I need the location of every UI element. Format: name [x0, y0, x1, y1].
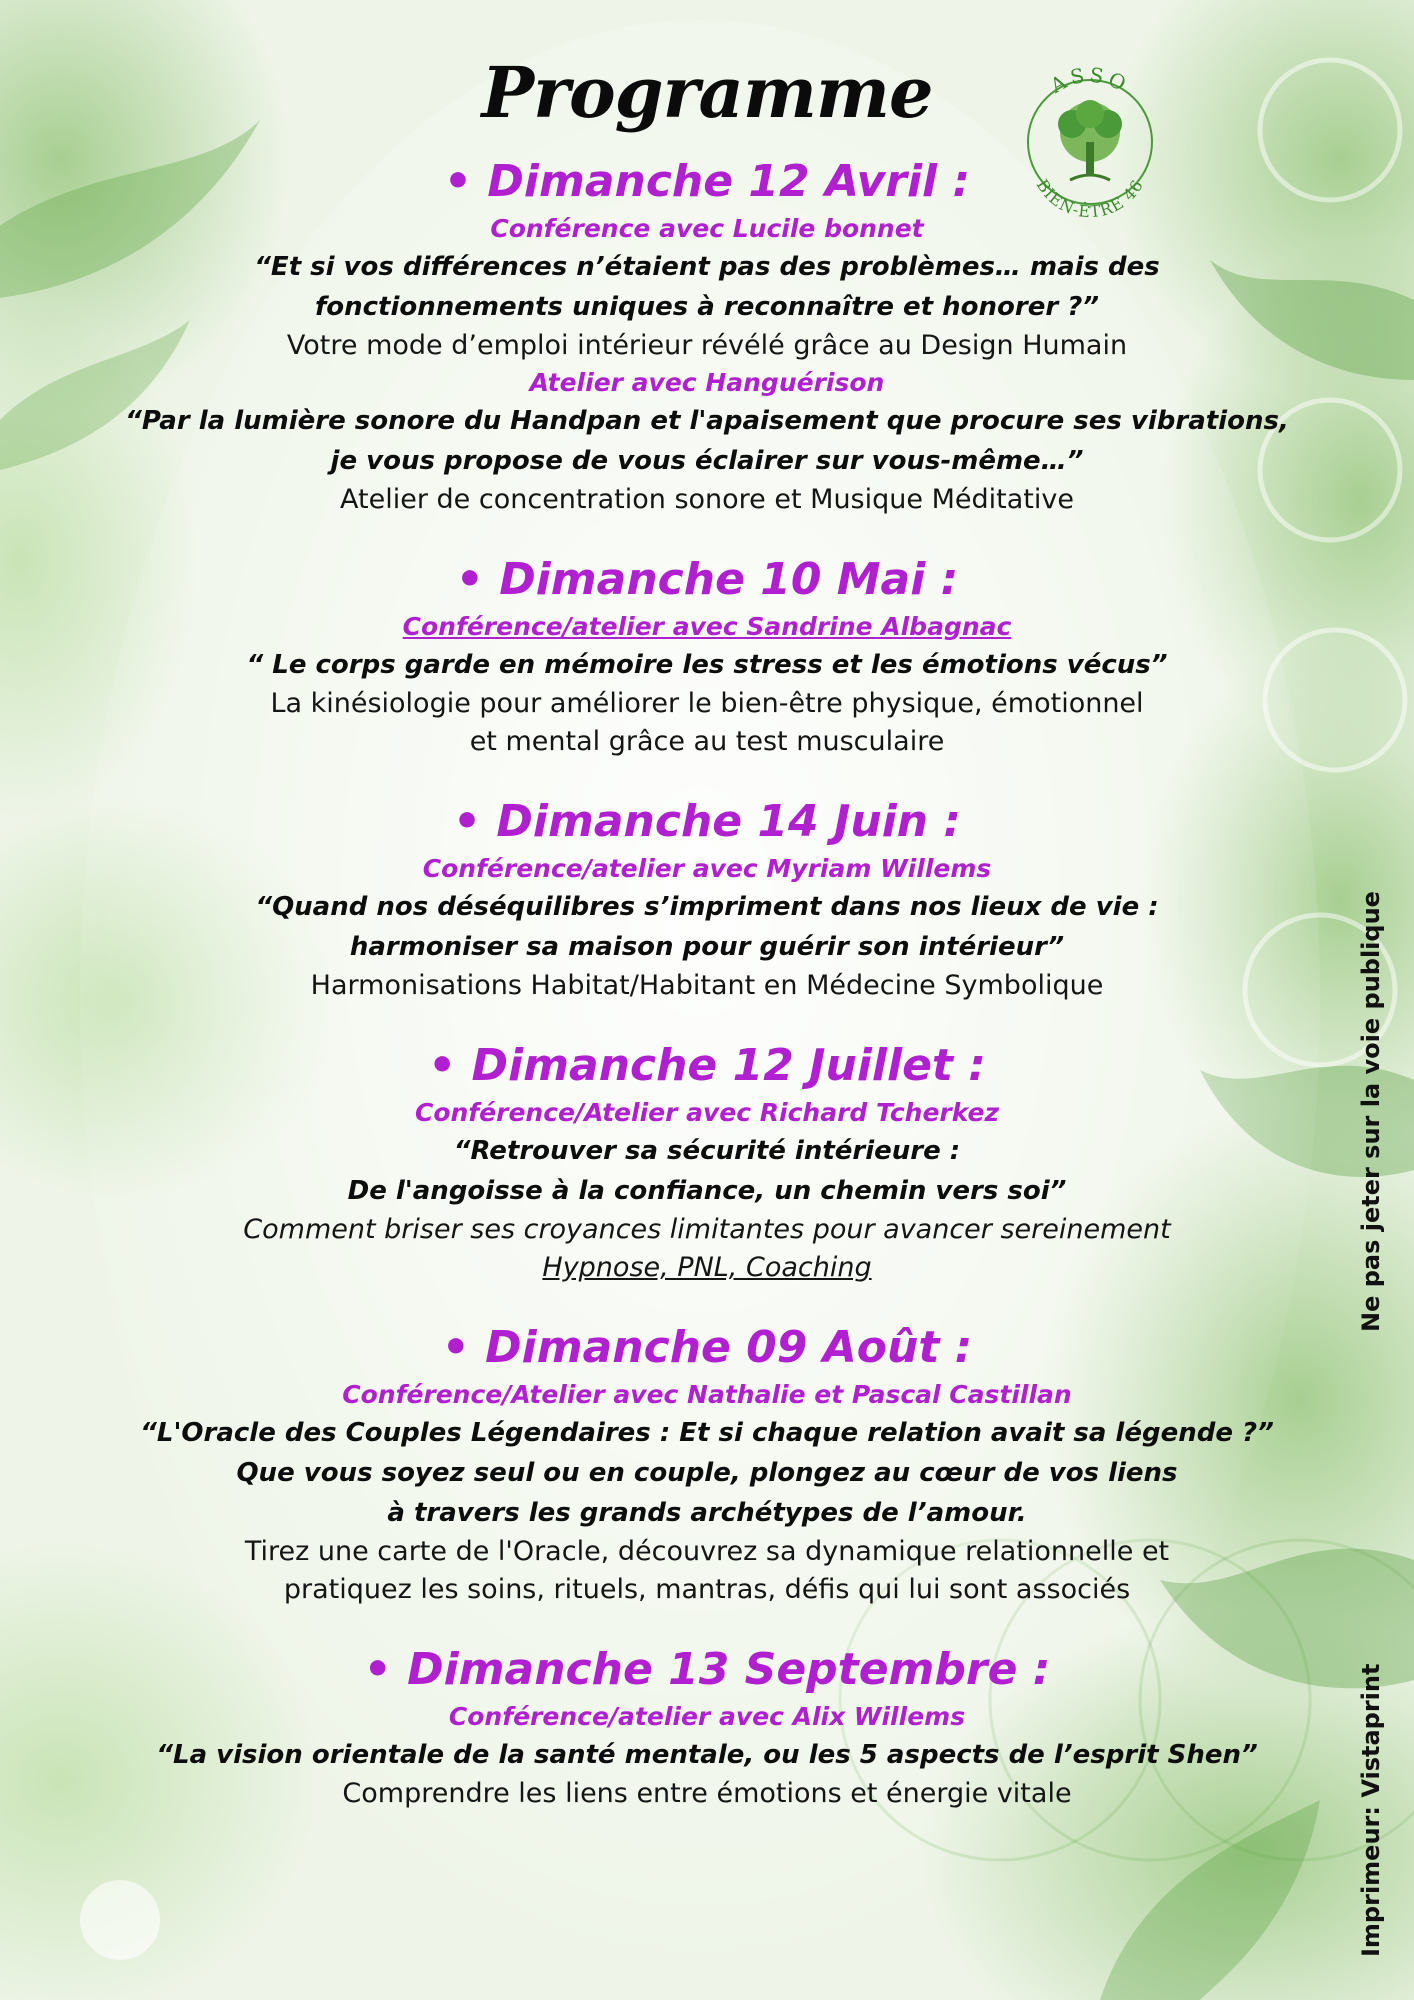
event-quote: “Par la lumière sonore du Handpan et l'apaisement que procure ses vibrations, — [125, 406, 1289, 436]
event-quote: fonctionnements uniques à reconnaître et honorer ?” — [314, 292, 1100, 322]
event-description: Comment briser ses croyances limitantes pour avancer sereinement — [243, 1214, 1171, 1245]
event-speaker: Conférence avec Lucile bonnet — [490, 214, 924, 243]
litter-notice: Ne pas jeter sur la voie publique — [1357, 891, 1385, 1332]
event-methods: Hypnose, PNL, Coaching — [542, 1252, 872, 1283]
event-description: Votre mode d’emploi intérieur révélé grâce au Design Humain — [286, 330, 1128, 361]
program-content — [100, 45, 1314, 1845]
event-speaker: Conférence/Atelier avec Nathalie et Pascal Castillan — [342, 1380, 1072, 1409]
event-date: • Dimanche 12 Avril : — [443, 156, 971, 207]
event-quote: De l'angoisse à la confiance, un chemin vers soi” — [347, 1176, 1067, 1206]
event-description: pratiquez les soins, rituels, mantras, défis qui lui sont associés — [283, 1574, 1131, 1605]
event-quote: harmoniser sa maison pour guérir son intérieur” — [349, 932, 1065, 962]
svg-text:BIEN-ÊTRE 46 — [1033, 176, 1148, 221]
event-quote: “Retrouver sa sécurité intérieure : — [453, 1136, 961, 1166]
event-speaker: Atelier avec Hanguérison — [529, 368, 885, 397]
event-quote: “L'Oracle des Couples Légendaires : Et si chaque relation avait sa légende ?” — [140, 1418, 1274, 1448]
event-date: • Dimanche 13 Septembre : — [363, 1644, 1051, 1695]
svg-text:ASSO — [1045, 63, 1133, 99]
page-title: Programme — [481, 51, 933, 134]
event-speaker: Conférence/Atelier avec Richard Tcherkez — [414, 1098, 999, 1127]
event-quote: “La vision orientale de la santé mentale, ou les 5 aspects de l’esprit Shen” — [156, 1740, 1258, 1770]
event-description: et mental grâce au test musculaire — [469, 726, 945, 757]
event-description: Atelier de concentration sonore et Musique Méditative — [340, 484, 1074, 515]
logo-bottom-text: BIEN-ÊTRE 46 — [1032, 175, 1148, 222]
printer-note: Imprimeur: Vistaprint — [1357, 1663, 1385, 1957]
event-date: • Dimanche 12 Juillet : — [428, 1040, 986, 1091]
asso-bien-etre-46-logo — [1010, 62, 1170, 222]
event-quote: je vous propose de vous éclairer sur vous-même…” — [330, 446, 1084, 476]
event-speaker: Conférence/atelier avec Sandrine Albagnac — [402, 612, 1012, 641]
event-speaker: Conférence/atelier avec Myriam Willems — [422, 854, 992, 883]
event-quote: “Quand nos déséquilibres s’impriment dans nos lieux de vie : — [255, 892, 1159, 922]
event-juin — [100, 793, 1314, 1005]
event-date: • Dimanche 14 Juin : — [452, 796, 962, 847]
event-date: • Dimanche 09 Août : — [441, 1322, 973, 1373]
event-description: La kinésiologie pour améliorer le bien-être physique, émotionnel — [270, 688, 1144, 719]
logo-top-text: ASSO — [1046, 62, 1134, 98]
event-speaker: Conférence/atelier avec Alix Willems — [448, 1702, 966, 1731]
event-quote: “ Le corps garde en mémoire les stress et les émotions vécus” — [246, 650, 1168, 680]
event-description: Tirez une carte de l'Oracle, découvrez sa dynamique relationnelle et — [244, 1536, 1170, 1567]
event-mai — [100, 551, 1314, 761]
tree-icon — [1058, 100, 1122, 180]
event-description: Comprendre les liens entre émotions et énergie vitale — [342, 1778, 1072, 1809]
event-description: Harmonisations Habitat/Habitant en Médecine Symbolique — [310, 970, 1104, 1001]
event-aout — [100, 1319, 1314, 1609]
event-date: • Dimanche 10 Mai : — [455, 554, 959, 605]
event-quote: Que vous soyez seul ou en couple, plongez au cœur de vos liens — [236, 1458, 1178, 1488]
event-quote: “Et si vos différences n’étaient pas des problèmes… mais des — [254, 252, 1160, 282]
event-septembre — [100, 1641, 1314, 1813]
event-quote: à travers les grands archétypes de l’amour. — [387, 1498, 1027, 1528]
event-juillet — [100, 1037, 1314, 1287]
